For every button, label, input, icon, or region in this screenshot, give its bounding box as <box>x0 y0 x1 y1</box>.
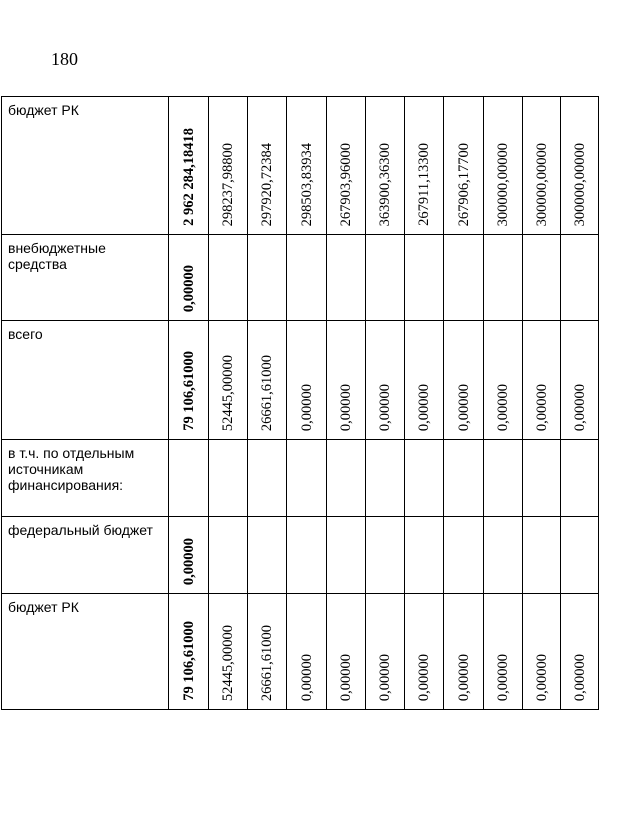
year-cell-value: 297920,72384 <box>259 142 275 226</box>
year-cell-value: 267903,96000 <box>338 142 354 226</box>
row-label: всего <box>2 321 169 440</box>
year-cell <box>366 594 405 710</box>
year-cell <box>405 440 444 517</box>
year-cell <box>287 517 327 594</box>
year-cell <box>444 321 484 440</box>
year-cell <box>248 594 287 710</box>
year-cell <box>561 594 599 710</box>
year-cell <box>366 97 405 235</box>
year-cell <box>248 321 287 440</box>
year-cell-value: 52445,00000 <box>220 354 236 431</box>
year-cell <box>561 321 599 440</box>
year-cell-value: 300000,00000 <box>495 142 511 226</box>
year-cell <box>561 97 599 235</box>
year-cell <box>327 440 366 517</box>
year-cell-value: 298237,98800 <box>220 142 236 226</box>
year-cell-value: 52445,00000 <box>220 624 236 701</box>
year-cell-value: 0,00000 <box>298 383 315 431</box>
year-cell <box>405 321 444 440</box>
year-cell <box>484 235 523 321</box>
table-row <box>2 517 599 594</box>
year-cell <box>327 321 366 440</box>
year-cell <box>444 440 484 517</box>
table-row <box>2 321 599 440</box>
year-cell <box>523 321 561 440</box>
year-cell <box>209 235 248 321</box>
total-cell-value: 79 106,61000 <box>180 621 197 701</box>
table-row <box>2 235 599 321</box>
year-cell <box>484 440 523 517</box>
year-cell <box>523 235 561 321</box>
year-cell <box>327 97 366 235</box>
total-cell <box>169 235 209 321</box>
total-cell-value: 79 106,61000 <box>180 351 197 431</box>
year-cell <box>287 97 327 235</box>
year-cell-value: 0,00000 <box>298 653 315 701</box>
year-cell-value: 0,00000 <box>495 383 511 431</box>
year-cell <box>484 321 523 440</box>
year-cell <box>327 517 366 594</box>
year-cell <box>248 517 287 594</box>
year-cell-value: 267906,17700 <box>455 142 472 226</box>
year-cell-value: 0,00000 <box>338 653 354 701</box>
year-cell-value: 0,00000 <box>416 653 432 701</box>
table-row <box>2 594 599 710</box>
year-cell <box>561 235 599 321</box>
year-cell <box>444 594 484 710</box>
total-cell <box>169 440 209 517</box>
year-cell <box>287 321 327 440</box>
row-label: бюджет РК <box>2 97 169 235</box>
table-row <box>2 440 599 517</box>
year-cell <box>366 235 405 321</box>
year-cell <box>366 321 405 440</box>
year-cell <box>405 594 444 710</box>
year-cell-value: 300000,00000 <box>571 142 588 226</box>
total-cell-value: 0,00000 <box>180 537 197 585</box>
year-cell-value: 0,00000 <box>416 383 432 431</box>
year-cell-value: 0,00000 <box>533 383 550 431</box>
year-cell-value: 300000,00000 <box>533 142 550 226</box>
year-cell-value: 0,00000 <box>533 653 550 701</box>
financing-table <box>1 96 599 710</box>
year-cell <box>523 594 561 710</box>
total-cell <box>169 594 209 710</box>
year-cell-value: 0,00000 <box>455 383 472 431</box>
year-cell-value: 298503,83934 <box>298 142 315 226</box>
year-cell <box>248 97 287 235</box>
year-cell <box>209 321 248 440</box>
year-cell <box>287 440 327 517</box>
row-label: бюджет РК <box>2 594 169 710</box>
year-cell-value: 0,00000 <box>377 653 393 701</box>
year-cell <box>444 235 484 321</box>
year-cell <box>484 594 523 710</box>
year-cell-value: 26661,61000 <box>259 354 275 431</box>
year-cell <box>209 517 248 594</box>
year-cell <box>523 440 561 517</box>
row-label: внебюджетные средства <box>2 235 169 321</box>
year-cell <box>523 517 561 594</box>
year-cell-value: 0,00000 <box>455 653 472 701</box>
year-cell <box>327 235 366 321</box>
year-cell-value: 267911,13300 <box>416 143 432 226</box>
year-cell-value: 0,00000 <box>377 383 393 431</box>
total-cell-value: 2 962 284,18418 <box>180 128 197 226</box>
year-cell <box>209 97 248 235</box>
year-cell <box>444 517 484 594</box>
year-cell <box>405 517 444 594</box>
year-cell <box>561 517 599 594</box>
row-label: федеральный бюджет <box>2 517 169 594</box>
total-cell <box>169 97 209 235</box>
total-cell <box>169 517 209 594</box>
year-cell <box>327 594 366 710</box>
year-cell-value: 363900,36300 <box>377 142 393 226</box>
year-cell-value: 0,00000 <box>338 383 354 431</box>
year-cell <box>484 97 523 235</box>
year-cell <box>366 517 405 594</box>
year-cell <box>405 97 444 235</box>
table-row <box>2 97 599 235</box>
year-cell-value: 26661,61000 <box>259 624 275 701</box>
year-cell <box>287 594 327 710</box>
year-cell <box>248 440 287 517</box>
page-number: 180 <box>51 49 78 69</box>
row-label: в т.ч. по отдельным источникам финансирования: <box>2 440 169 517</box>
year-cell-value: 0,00000 <box>571 383 588 431</box>
total-cell <box>169 321 209 440</box>
year-cell <box>444 97 484 235</box>
year-cell <box>523 97 561 235</box>
year-cell <box>248 235 287 321</box>
year-cell <box>209 440 248 517</box>
year-cell <box>209 594 248 710</box>
year-cell <box>561 440 599 517</box>
year-cell-value: 0,00000 <box>571 653 588 701</box>
year-cell-value: 0,00000 <box>495 653 511 701</box>
year-cell <box>405 235 444 321</box>
year-cell <box>366 440 405 517</box>
total-cell-value: 0,00000 <box>180 264 197 312</box>
year-cell <box>484 517 523 594</box>
year-cell <box>287 235 327 321</box>
